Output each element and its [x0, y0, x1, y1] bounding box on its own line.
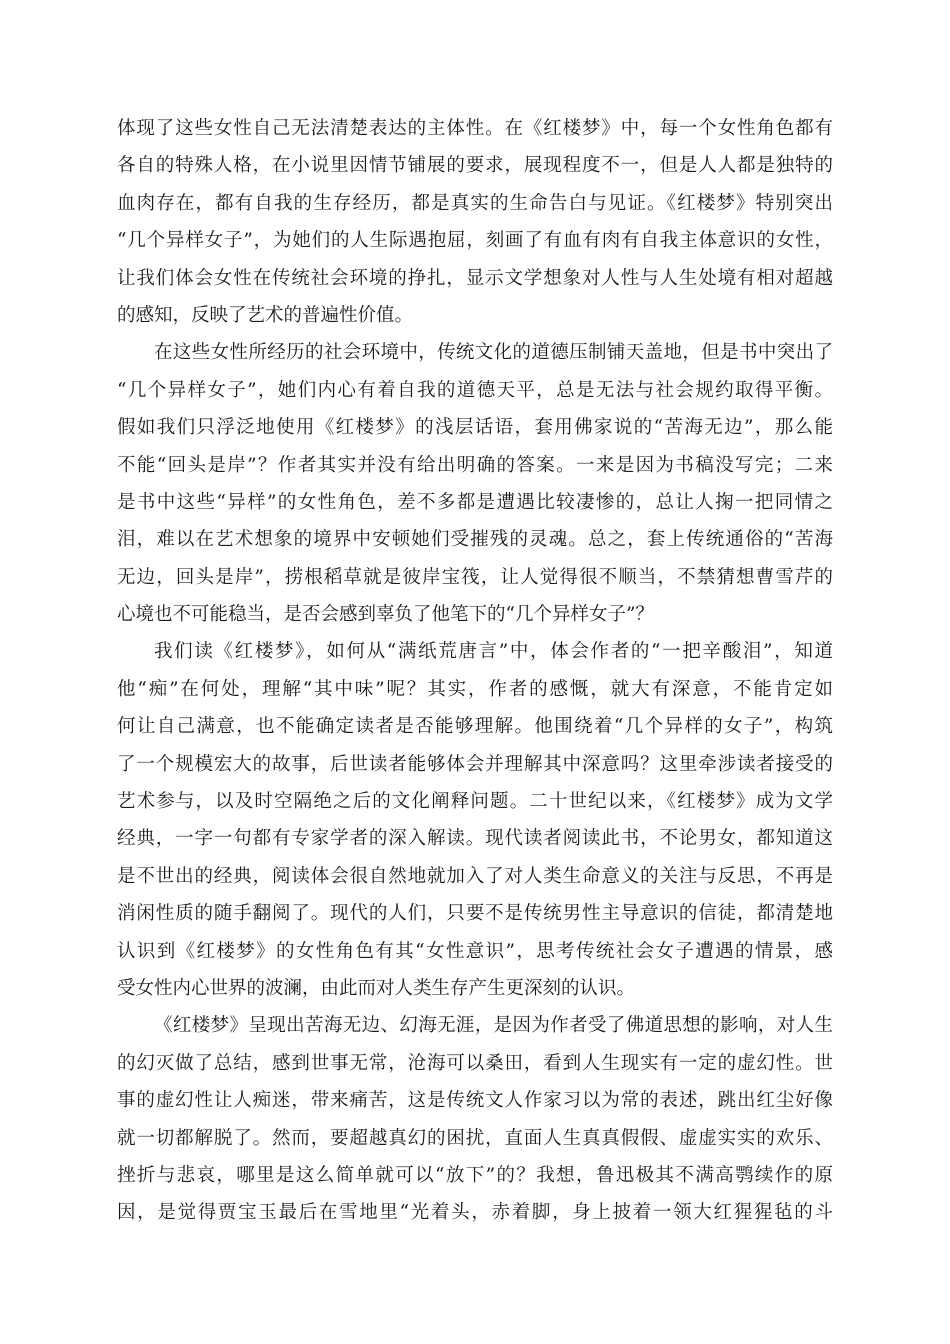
text-line: 体现了这些女性自己无法清楚表达的主体性。在《红楼梦》中，每一个女性角色都有: [117, 118, 833, 139]
text-line: 让我们体会女性在传统社会环境的挣扎，显示文学想象对人性与人生处境有相对超越: [117, 267, 833, 289]
text-line: 泪，难以在艺术想象的境界中安顿她们受摧残的灵魂。总之，套上传统通俗的“苦海: [117, 529, 833, 551]
paragraph-4: [117, 1007, 833, 1231]
text-line: 各自的特殊人格，在小说里因情节铺展的要求，展现程度不一，但是人人都是独特的: [117, 155, 833, 177]
text-line: 认识到《红楼梦》的女性角色有其“女性意识”，思考传统社会女子遭遇的情景，感: [117, 940, 833, 962]
paragraph-2: [117, 334, 833, 633]
text-line: 假如我们只浮泛地使用《红楼梦》的浅层话语，套用佛家说的“苦海无边”，那么能: [117, 417, 833, 439]
document-page: [117, 110, 833, 1232]
text-line: 消闲性质的随手翻阅了。现代的人们，只要不是传统男性主导意识的信徒，都清楚地: [117, 903, 833, 925]
text-line: 我们读《红楼梦》，如何从“满纸荒唐言”中，体会作者的“一把辛酸泪”，知道: [154, 641, 833, 663]
text-line: 在这些女性所经历的社会环境中，传统文化的道德压制铺天盖地，但是书中突出了: [154, 342, 833, 364]
text-line: 是书中这些“异样”的女性角色，差不多都是遭遇比较凄惨的，总让人掬一把同情之: [117, 491, 833, 513]
text-line: 艺术参与，以及时空隔绝之后的文化阐释问题。二十世纪以来，《红楼梦》成为文学: [117, 791, 833, 813]
text-line: 了一个规模宏大的故事，后世读者能够体会并理解其中深意吗？这里牵涉读者接受的: [117, 753, 833, 775]
text-line: 《红楼梦》呈现出苦海无边、幻海无涯，是因为作者受了佛道思想的影响，对人生: [154, 1015, 833, 1037]
paragraph-3: [117, 633, 833, 1007]
paragraph-1: [117, 110, 833, 334]
text-line: 无边，回头是岸”，捞根稻草就是彼岸宝筏，让人觉得很不顺当，不禁猜想曹雪芹的: [117, 566, 833, 588]
text-line: 经典，一字一句都有专家学者的深入解读。现代读者阅读此书，不论男女，都知道这: [117, 828, 833, 850]
text-line: 心境也不可能稳当，是否会感到辜负了他笔下的“几个异样女子”？: [117, 604, 654, 626]
text-line: “几个异样女子”，她们内心有着自我的道德天平，总是无法与社会规约取得平衡。: [117, 379, 833, 401]
text-line: 血肉存在，都有自我的生存经历，都是真实的生命告白与见证。《红楼梦》特别突出: [117, 192, 833, 214]
text-line: 因，是觉得贾宝玉最后在雪地里“光着头，赤着脚，身上披着一领大红猩猩毡的斗: [117, 1202, 833, 1224]
text-line: 事的虚幻性让人痴迷，带来痛苦，这是传统文人作家习以为常的表述，跳出红尘好像: [117, 1090, 833, 1112]
text-line: 的幻灭做了总结，感到世事无常，沧海可以桑田，看到人生现实有一定的虚幻性。世: [117, 1052, 833, 1074]
text-line: “几个异样女子”，为她们的人生际遇抱屈，刻画了有血有肉有自我主体意识的女性，: [117, 230, 833, 252]
text-line: 的感知，反映了艺术的普遍性价值。: [117, 304, 414, 326]
text-line: 他“痴”在何处，理解“其中味”呢？其实，作者的感慨，就大有深意，不能肯定如: [117, 678, 833, 700]
text-line: 就一切都解脱了。然而，要超越真幻的困扰，直面人生真真假假、虚虚实实的欢乐、: [117, 1127, 833, 1149]
text-line: 是不世出的经典，阅读体会很自然地就加入了对人类生命意义的关注与反思，不再是: [117, 865, 833, 887]
text-line: 挫折与悲哀，哪里是这么简单就可以“放下”的？我想，鲁迅极其不满高鹗续作的原: [117, 1164, 833, 1186]
text-line: 受女性内心世界的波澜，由此而对人类生存产生更深刻的认识。: [117, 977, 636, 999]
text-line: 何让自己满意，也不能确定读者是否能够理解。他围绕着“几个异样的女子”，构筑: [117, 716, 833, 738]
text-line: 不能“回头是岸”？作者其实并没有给出明确的答案。一来是因为书稿没写完；二来: [117, 454, 833, 476]
